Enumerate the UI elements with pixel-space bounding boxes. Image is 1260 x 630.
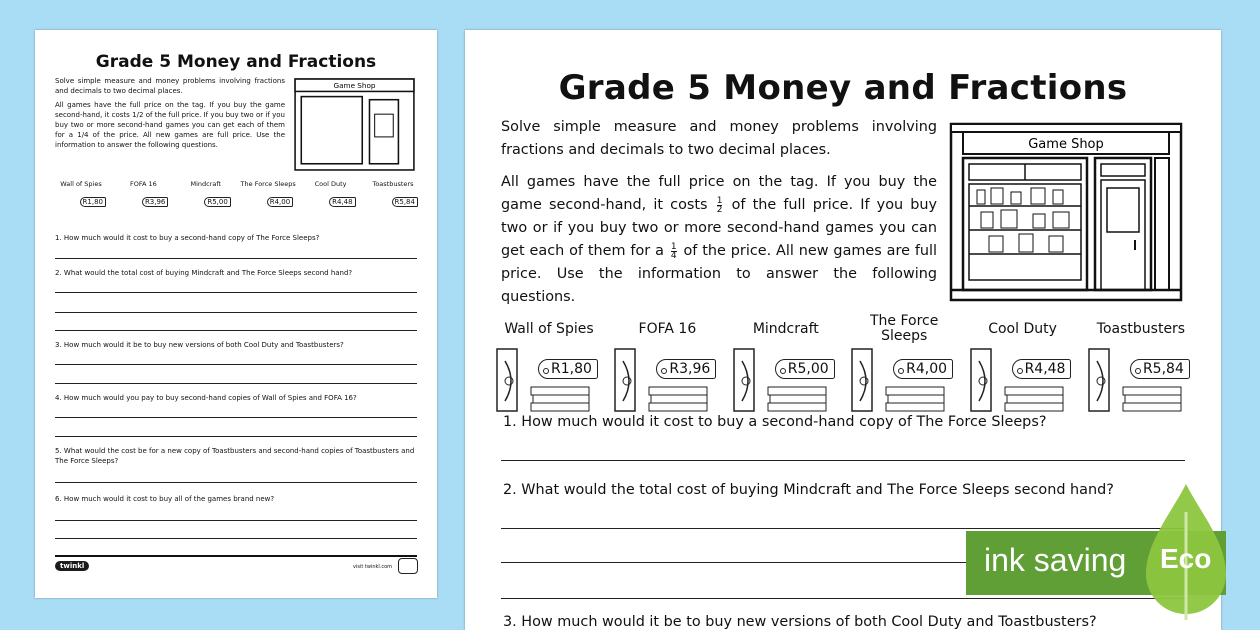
game-case-icon — [239, 192, 297, 226]
game-case-icon — [969, 347, 1077, 415]
game-item — [969, 313, 1077, 415]
footer-divider — [55, 555, 417, 557]
game-item: Wall of Spies R1,80 — [52, 176, 110, 226]
price-tag: R4,00 — [267, 197, 293, 207]
price-tag: R3,96 — [656, 359, 716, 379]
price-tag: R5,84 — [1130, 359, 1190, 379]
intro-text — [55, 76, 285, 154]
answer-line — [55, 417, 417, 418]
eco-badge-label: Eco — [1160, 543, 1212, 574]
game-item: Mindcraft R5,00 — [177, 176, 235, 226]
answer-line — [55, 312, 417, 313]
game-item — [1087, 313, 1195, 415]
game-shop-illustration — [949, 122, 1183, 302]
game-case-icon — [52, 192, 110, 226]
price-tag: R5,84 — [392, 197, 418, 207]
page-title: Grade 5 Money and Fractions — [558, 68, 1128, 108]
answer-line — [55, 538, 417, 539]
game-case-icon — [850, 347, 958, 415]
twinkl-logo: twinkl — [55, 561, 89, 571]
question: 2. What would the total cost of buying Mindcraft and The Force Sleeps second hand? — [55, 269, 353, 277]
answer-line — [55, 292, 417, 293]
answer-line — [55, 520, 417, 521]
price-tag: R5,00 — [775, 359, 835, 379]
answer-line — [55, 383, 417, 384]
price-tag: R3,96 — [142, 197, 168, 207]
game-name: Mindcraft — [752, 320, 819, 337]
fraction-half: $\frac{1}{2}$ — [716, 195, 723, 215]
intro-text — [501, 116, 937, 318]
answer-line — [501, 598, 1185, 599]
price-tag: R1,80 — [538, 359, 598, 379]
answer-line — [55, 330, 417, 331]
footer-url: visit twinkl.com — [353, 564, 393, 570]
price-tag: R4,48 — [329, 197, 355, 207]
game-case-icon — [495, 347, 603, 415]
question: 3. How much would it be to buy new versions of both Cool Duty and Toastbusters? — [55, 341, 344, 349]
question: 3. How much would it be to buy new versions of both Cool Duty and Toastbusters? — [503, 614, 1097, 630]
game-shop-illustration — [292, 78, 417, 171]
game-item — [732, 313, 840, 415]
games-row — [52, 176, 422, 226]
question: 2. What would the total cost of buying Mindcraft and The Force Sleeps second hand? — [503, 482, 1114, 498]
price-tag: R4,00 — [893, 359, 953, 379]
price-tag: R1,80 — [80, 197, 106, 207]
price-tag: R4,48 — [1012, 359, 1072, 379]
game-item — [613, 313, 721, 415]
ink-saving-label: ink saving — [984, 542, 1127, 578]
answer-line — [55, 364, 417, 365]
game-name: The Force Sleeps — [869, 313, 939, 344]
game-item: FOFA 16 R3,96 — [114, 176, 172, 226]
intro-paragraph: All games have the full price on the tag. If you buy the game second-hand, it costs 1/2 of the full price. If you buy two or if you buy two or more second-hand games you can get each of them for a 1/4 of the price. All new games are full price. Use the information to answer the following questions. — [55, 101, 285, 149]
game-item: The Force Sleeps R4,00 — [239, 176, 297, 226]
shop-sign: Game Shop — [1028, 137, 1104, 152]
worksheet-thumbnail[interactable] — [35, 30, 437, 598]
answer-line — [501, 528, 1185, 529]
game-name: Toastbusters — [1096, 320, 1186, 337]
game-name: Wall of Spies — [504, 320, 594, 337]
badge-icon — [398, 558, 418, 574]
game-case-icon — [177, 192, 235, 226]
page-title: Grade 5 Money and Fractions — [95, 52, 377, 72]
games-row — [495, 313, 1195, 415]
answer-line — [501, 460, 1185, 461]
price-tag: R5,00 — [204, 197, 230, 207]
question: 4. How much would you pay to buy second-hand copies of Wall of Spies and FOFA 16? — [55, 394, 357, 402]
answer-line — [55, 436, 417, 437]
question: 5. What would the cost be for a new copy of Toastbusters and second-hand copies of Toastbusters and The Force Sleeps? — [55, 447, 415, 465]
game-case-icon — [364, 192, 422, 226]
intro-paragraph: Solve simple measure and money problems involving fractions and decimals to two decimal places. — [55, 77, 285, 95]
question: 1. How much would it cost to buy a second-hand copy of The Force Sleeps? — [55, 234, 320, 242]
question: 1. How much would it cost to buy a second-hand copy of The Force Sleeps? — [503, 414, 1047, 430]
intro-paragraph: Solve simple measure and money problems involving fractions and decimals to two decimal places. — [501, 119, 937, 158]
game-case-icon — [732, 347, 840, 415]
game-name: Cool Duty — [988, 320, 1057, 337]
shop-sign: Game Shop — [333, 80, 376, 90]
game-case-icon — [302, 192, 360, 226]
fraction-quarter: $\frac{1}{4}$ — [670, 241, 677, 261]
answer-line — [55, 482, 417, 483]
game-item — [850, 313, 958, 415]
game-item: Toastbusters R5,84 — [364, 176, 422, 226]
eco-drop-icon — [1142, 482, 1230, 622]
game-item — [495, 313, 603, 415]
game-case-icon — [1087, 347, 1195, 415]
question: 6. How much would it cost to buy all of the games brand new? — [55, 495, 275, 503]
game-case-icon — [114, 192, 172, 226]
game-case-icon — [613, 347, 721, 415]
intro-paragraph: All games have the full price on the tag. If you buy the game second-hand, it costs $\frac{1}{2}$ of the full price. If you buy two or if you buy two or more second-hand games you can get each of them for a $\frac{1}{4}$ of the price. All new games are full price. Use the information to answer the following questions. — [501, 174, 938, 305]
answer-line — [55, 258, 417, 259]
game-item: Cool Duty R4,48 — [302, 176, 360, 226]
game-name: FOFA 16 — [638, 320, 697, 337]
